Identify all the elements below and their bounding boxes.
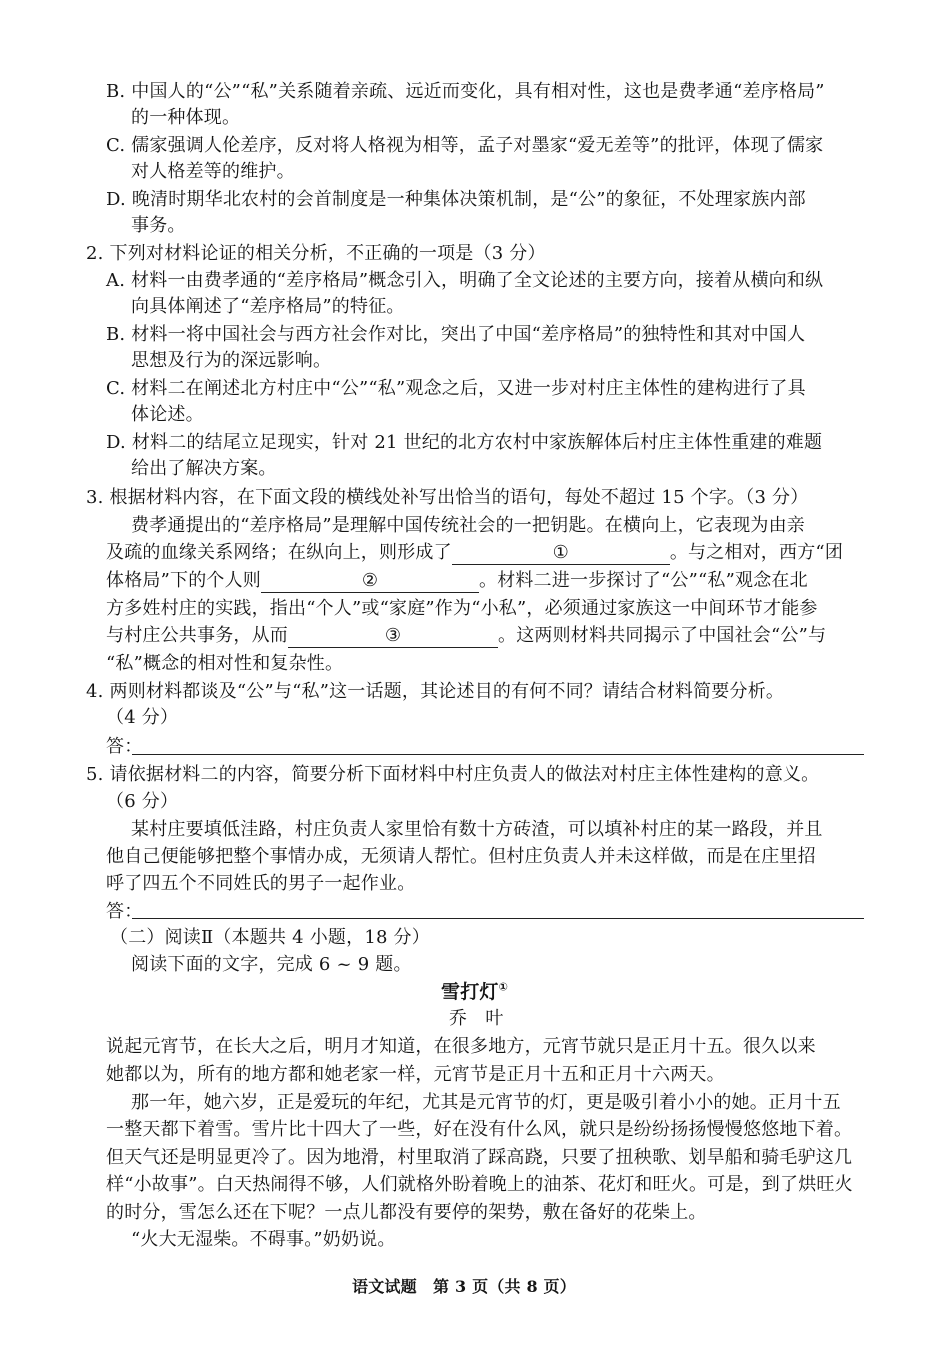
q3-passage-line6: “私”概念的相对性和复杂性。 xyxy=(106,653,344,674)
q2-option-d-line2: 给出了解决方案。 xyxy=(131,458,277,479)
q2-option-b-line2: 思想及行为的深远影响。 xyxy=(131,350,332,371)
q3-blank-2[interactable]: ② xyxy=(261,570,479,593)
q2-option-c-line1: C. 材料二在阐述北方村庄中“公”“私”观念之后，又进一步对村庄主体性的建构进行了具 xyxy=(106,378,806,399)
q3-passage-line3-b: 。材料二进一步探讨了“公”“私”观念在北 xyxy=(479,570,808,591)
q3-blank-3[interactable]: ③ xyxy=(288,625,498,648)
q2-option-d-line1: D. 材料二的结尾立足现实，针对 21 世纪的北方农村中家族解体后村庄主体性重建的难题 xyxy=(106,432,823,453)
q3-passage-line4: 方多姓村庄的实践，指出“个人”或“家庭”作为“小私”，必须通过家族这一中间环节才能参 xyxy=(106,598,818,619)
story-paragraph-line1: 说起元宵节，在长大之后，明月才知道，在很多地方，元宵节就只是正月十五。很久以来 xyxy=(106,1036,816,1057)
story-title xyxy=(441,980,508,1004)
q1-option-b-line2: 的一种体现。 xyxy=(131,107,241,128)
section-heading: （二）阅读Ⅱ（本题共 4 小题，18 分） xyxy=(110,927,430,948)
q3-passage-line3-a: 体格局”下的个人则 xyxy=(106,570,262,591)
story-paragraph-line6: 样“小故事”。白天热闹得不够，人们就格外盼着晚上的油茶、花灯和旺火。可是，到了烘旺火 xyxy=(106,1174,853,1195)
q1-option-c-line2: 对人格差等的维护。 xyxy=(131,161,295,182)
story-author: 乔 叶 xyxy=(449,1008,504,1029)
q1-option-d-line2: 事务。 xyxy=(131,215,186,236)
q4-stem: 4. 两则材料都谈及“公”与“私”这一话题，其论述目的有何不同？请结合材料简要分析。 xyxy=(86,681,785,702)
q5-score: （6 分） xyxy=(106,791,179,812)
q2-option-c-line2: 体论述。 xyxy=(131,404,204,425)
story-paragraph-line2: 她都以为，所有的地方都和她老家一样，元宵节是正月十五和正月十六两天。 xyxy=(106,1064,725,1085)
story-title-text: 雪打灯 xyxy=(441,981,499,1003)
section-instruction: 阅读下面的文字，完成 6 ~ 9 题。 xyxy=(131,954,412,975)
q2-stem: 2. 下列对材料论证的相关分析，不正确的一项是（3 分） xyxy=(86,243,546,264)
q2-option-a-line1: A. 材料一由费孝通的“差序格局”概念引入，明确了全文论述的主要方向，接着从横向和纵 xyxy=(106,270,824,291)
q3-passage-line2 xyxy=(106,541,843,565)
q4-answer-line[interactable] xyxy=(132,754,864,755)
q3-passage-line1: 费孝通提出的“差序格局”是理解中国传统社会的一把钥匙。在横向上，它表现为由亲 xyxy=(131,515,806,536)
q5-answer-line[interactable] xyxy=(132,918,864,919)
story-paragraph-line8: “火大无湿柴。不碍事。”奶奶说。 xyxy=(131,1229,396,1250)
q3-passage-line5-a: 与村庄公共事务，从而 xyxy=(106,625,288,646)
story-title-footnote-mark: ① xyxy=(498,980,509,994)
q1-option-d-line1: D. 晚清时期华北农村的会首制度是一种集体决策机制，是“公”的象征，不处理家族内部 xyxy=(106,189,806,210)
q2-option-a-line2: 向具体阐述了“差序格局”的特征。 xyxy=(131,296,405,317)
q3-passage-line2-b: 。与之相对，西方“团 xyxy=(669,542,844,563)
q1-option-c-line1: C. 儒家强调人伦差序，反对将人格视为相等，孟子对墨家“爱无差等”的批评，体现了儒家 xyxy=(106,135,824,156)
q5-material-line3: 呼了四五个不同姓氏的男子一起作业。 xyxy=(106,873,416,894)
story-paragraph-line5: 但天气还是明显更冷了。因为地滑，村里取消了踩高跷，只要了扭秧歌、划旱船和骑毛驴这几 xyxy=(106,1147,853,1168)
q5-answer-label: 答： xyxy=(106,901,143,922)
q5-material-line2: 他自己便能够把整个事情办成，无须请人帮忙。但村庄负责人并未这样做，而是在庄里招 xyxy=(106,846,816,867)
q3-blank-1[interactable]: ① xyxy=(452,542,670,565)
story-paragraph-line4: 一整天都下着雪。雪片比十四大了一些，好在没有什么风，就只是纷纷扬扬慢慢悠悠地下着。 xyxy=(106,1119,853,1140)
q3-passage-line5 xyxy=(106,624,826,648)
q3-stem: 3. 根据材料内容，在下面文段的横线处补写出恰当的语句，每处不超过 15 个字。（3 分） xyxy=(86,487,809,508)
page-footer: 语文试题 第 3 页（共 8 页） xyxy=(352,1277,576,1296)
q5-material-line1: 某村庄要填低洼路，村庄负责人家里恰有数十方砖渣，可以填补村庄的某一路段，并且 xyxy=(131,819,823,840)
q2-option-b-line1: B. 材料一将中国社会与西方社会作对比，突出了中国“差序格局”的独特性和其对中国人 xyxy=(106,324,806,345)
q3-passage-line5-b: 。这两则材料共同揭示了中国社会“公”与 xyxy=(498,625,827,646)
q4-answer-label: 答： xyxy=(106,736,143,757)
story-paragraph-line3: 那一年，她六岁，正是爱玩的年纪，尤其是元宵节的灯，更是吸引着小小的她。正月十五 xyxy=(131,1092,841,1113)
story-paragraph-line7: 的时分，雪怎么还在下呢？一点儿都没有要停的架势，敷在备好的花柴上。 xyxy=(106,1202,707,1223)
q3-passage-line3 xyxy=(106,569,808,593)
q1-option-b-line1: B. 中国人的“公”“私”关系随着亲疏、远近而变化，具有相对性，这也是费孝通“差序格局” xyxy=(106,81,825,102)
q5-stem: 5. 请依据材料二的内容，简要分析下面材料中村庄负责人的做法对村庄主体性建构的意义。 xyxy=(86,764,820,785)
q4-score: （4 分） xyxy=(106,707,179,728)
q3-passage-line2-a: 及疏的血缘关系网络；在纵向上，则形成了 xyxy=(106,542,452,563)
